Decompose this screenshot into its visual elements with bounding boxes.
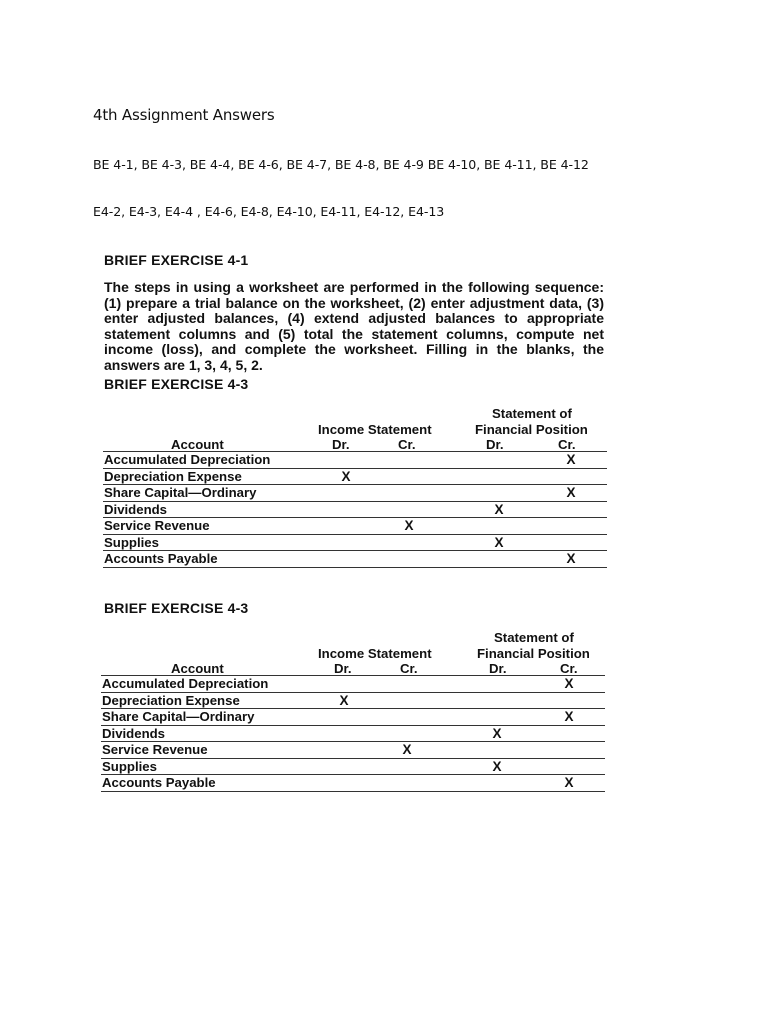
mark-sofp-dr: X [492, 758, 502, 774]
account-name: Depreciation Expense [102, 692, 240, 708]
mark-sofp-dr: X [492, 725, 502, 741]
account-name: Supplies [102, 758, 157, 774]
table-row [101, 725, 605, 742]
document-title: 4th Assignment Answers [93, 106, 275, 124]
table-row [103, 501, 607, 518]
sofp-header-line1: Statement of [492, 406, 572, 421]
mark-sofp-cr: X [564, 676, 574, 691]
sofp-header-line2: Financial Position [475, 422, 588, 437]
be41-heading: BRIEF EXERCISE 4-1 [104, 252, 249, 268]
be43-table-2 [101, 630, 605, 810]
sofp-header-line1: Statement of [494, 630, 574, 645]
table-body [101, 675, 605, 792]
mark-sofp-cr: X [566, 452, 576, 467]
account-name: Dividends [102, 725, 166, 741]
account-name: Share Capital—Ordinary [102, 709, 255, 724]
mark-income-cr: X [402, 742, 412, 757]
be43-table-1 [103, 406, 607, 586]
income-statement-header: Income Statement [318, 422, 432, 437]
account-name: Accounts Payable [102, 775, 216, 790]
table-row [103, 534, 607, 551]
table-row [103, 517, 607, 534]
table-row [103, 550, 607, 568]
mark-sofp-cr: X [566, 485, 576, 500]
mark-income-dr: X [339, 692, 349, 708]
income-statement-header: Income Statement [318, 646, 432, 661]
table-row [103, 484, 607, 501]
account-header: Account [171, 437, 224, 452]
table-body [103, 451, 607, 568]
account-name: Dividends [104, 501, 168, 517]
account-name: Share Capital—Ordinary [104, 485, 257, 500]
account-name: Accumulated Depreciation [102, 676, 269, 691]
table-row [101, 692, 605, 709]
table-row [101, 675, 605, 692]
be41-answer-text: The steps in using a worksheet are performed in the following sequence: (1) prepare a trial balance on the worksheet, (2) enter adjustment data, (3) enter adjusted balances, (4) extend adjusted balances to appropriate statement columns and (5) total the statement columns, compute net income (loss), and complete the worksheet. Filling in the blanks, the answers are 1, 3, 4, 5, 2. [104, 279, 604, 373]
table-row [101, 708, 605, 725]
dr-header-income: Dr. [332, 437, 350, 452]
table-row [103, 451, 607, 468]
account-name: Accounts Payable [104, 551, 218, 566]
mark-sofp-dr: X [494, 534, 504, 550]
cr-header-income: Cr. [398, 437, 416, 452]
account-name: Accumulated Depreciation [104, 452, 271, 467]
account-header: Account [171, 661, 224, 676]
cr-header-income: Cr. [400, 661, 418, 676]
be43-heading-2: BRIEF EXERCISE 4-3 [104, 600, 249, 616]
mark-income-cr: X [404, 518, 414, 533]
sofp-header-line2: Financial Position [477, 646, 590, 661]
mark-sofp-cr: X [566, 551, 576, 566]
mark-income-dr: X [341, 468, 351, 484]
dr-header-sofp: Dr. [486, 437, 504, 452]
table-row [103, 468, 607, 485]
be41-answer-paragraph [104, 280, 604, 374]
cr-header-sofp: Cr. [560, 661, 578, 676]
table-row [101, 741, 605, 758]
exercise-list: E4-2, E4-3, E4-4 , E4-6, E4-8, E4-10, E4-11, E4-12, E4-13 [93, 204, 445, 219]
dr-header-income: Dr. [334, 661, 352, 676]
mark-sofp-cr: X [564, 775, 574, 790]
account-name: Service Revenue [102, 742, 208, 757]
table-row [101, 758, 605, 775]
mark-sofp-cr: X [564, 709, 574, 724]
mark-sofp-dr: X [494, 501, 504, 517]
cr-header-sofp: Cr. [558, 437, 576, 452]
dr-header-sofp: Dr. [489, 661, 507, 676]
account-name: Supplies [104, 534, 159, 550]
account-name: Service Revenue [104, 518, 210, 533]
table-row [101, 774, 605, 792]
account-name: Depreciation Expense [104, 468, 242, 484]
be43-heading-1: BRIEF EXERCISE 4-3 [104, 376, 249, 392]
brief-exercise-list: BE 4-1, BE 4-3, BE 4-4, BE 4-6, BE 4-7, BE 4-8, BE 4-9 BE 4-10, BE 4-11, BE 4-12 [93, 157, 589, 172]
